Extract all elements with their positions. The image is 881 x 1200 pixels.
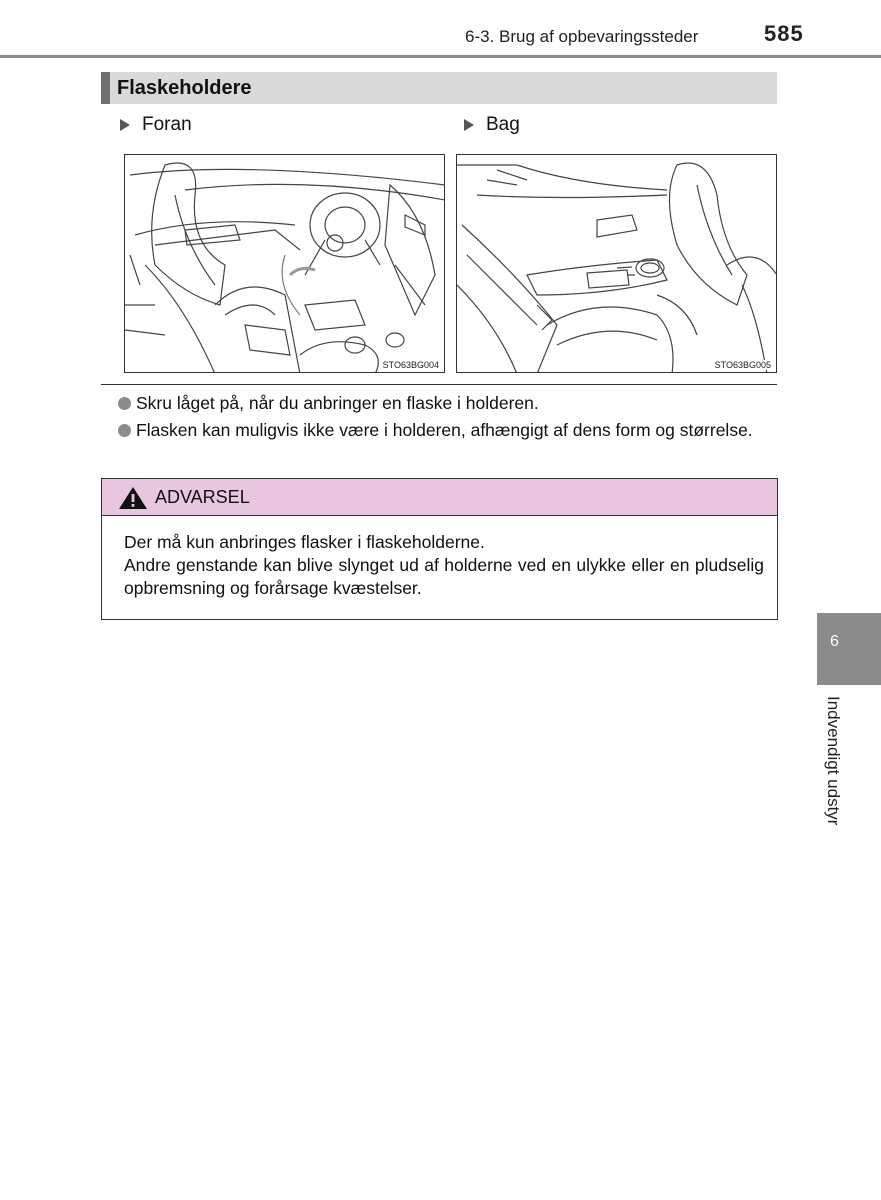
- warning-header: [102, 479, 777, 516]
- warning-title: ADVARSEL: [155, 487, 250, 507]
- bullet-icon: [118, 397, 131, 410]
- view-label-rear-text: Bag: [486, 114, 520, 135]
- front-interior-illustration: [125, 155, 445, 373]
- list-item: [118, 392, 778, 415]
- rear-interior-illustration: [457, 155, 777, 373]
- section-heading-text: Flaskeholdere: [117, 77, 252, 99]
- arrow-right-icon: [464, 119, 474, 131]
- section-divider: [101, 384, 777, 385]
- warning-triangle-icon: [118, 486, 148, 510]
- figure-rear-bottle-holder: [456, 154, 777, 373]
- warning-line: Der må kun anbringes flasker i flaskeholderne.: [124, 532, 485, 552]
- header-rule: [0, 55, 881, 58]
- page-number: 585: [764, 21, 804, 46]
- chapter-tab: [817, 613, 881, 685]
- figure-code-rear: STO63BG005: [714, 360, 771, 370]
- chapter-title: Indvendigt udstyr: [824, 696, 843, 826]
- list-item: [118, 419, 778, 442]
- section-heading: [101, 72, 777, 104]
- view-label-rear: [464, 114, 520, 136]
- view-label-front: [120, 114, 192, 136]
- running-header: 6-3. Brug af opbevaringssteder: [465, 27, 699, 46]
- list-item-text: Skru låget på, når du anbringer en flaske i holderen.: [136, 393, 539, 413]
- view-label-front-text: Foran: [142, 114, 192, 135]
- list-item-text: Flasken kan muligvis ikke være i holderen, afhængigt af dens form og størrelse.: [136, 420, 753, 440]
- warning-text: [124, 531, 764, 600]
- bullet-icon: [118, 424, 131, 437]
- warning-box: [101, 478, 778, 620]
- figure-code-front: STO63BG004: [382, 360, 439, 370]
- arrow-right-icon: [120, 119, 130, 131]
- chapter-number: 6: [830, 633, 839, 650]
- warning-line: Andre genstande kan blive slynget ud af holderne ved en ulykke eller en pludselig opbremsning og forårsage kvæstelser.: [124, 555, 764, 598]
- figure-front-bottle-holder: [124, 154, 445, 373]
